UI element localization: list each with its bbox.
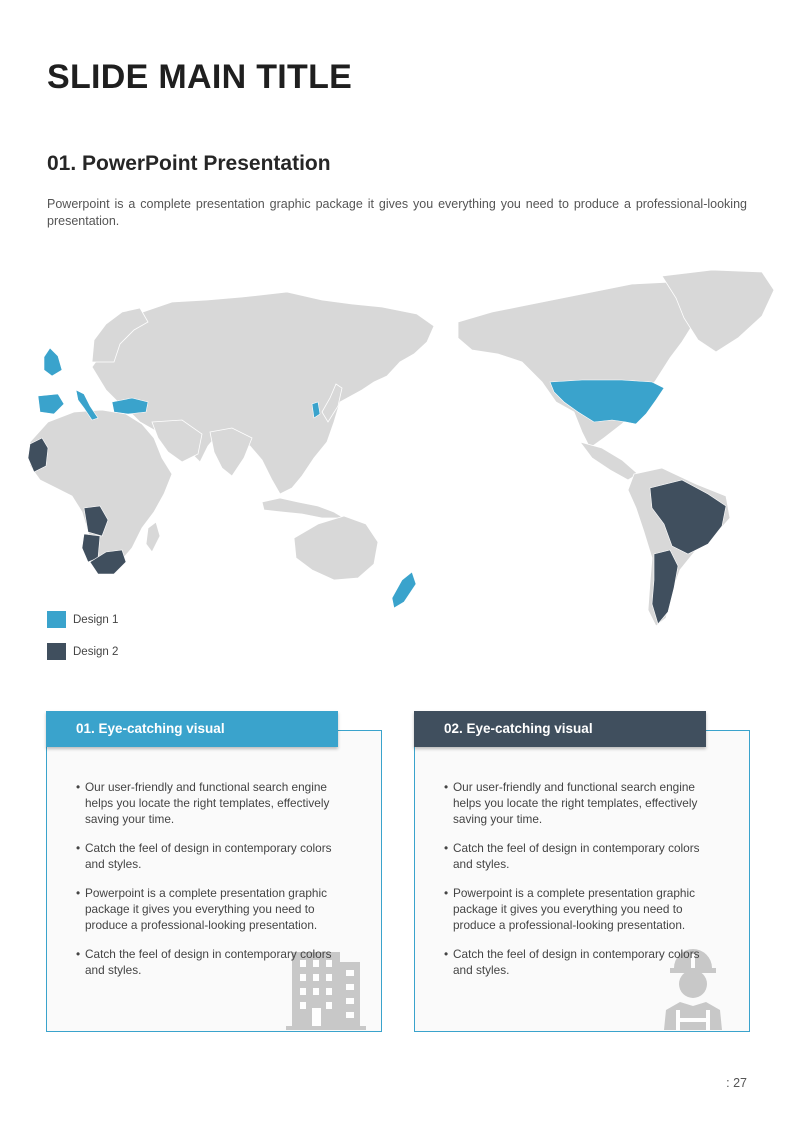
map-usa: [550, 380, 664, 424]
map-uk: [44, 348, 62, 376]
card-1-header: 01. Eye-catching visual: [46, 711, 338, 747]
legend-item-design2: [47, 643, 118, 660]
card-2-header: 02. Eye-catching visual: [414, 711, 706, 747]
map-north-america: [458, 282, 706, 448]
section-intro-text: Powerpoint is a complete presentation graphic package it gives you everything you need to produce a professional-looking presentation.: [47, 197, 747, 228]
map-spain: [38, 394, 64, 414]
legend-swatch-design1: [47, 611, 66, 628]
list-item: • Catch the feel of design in contemporary colors and styles.: [76, 840, 348, 872]
list-item: • Our user-friendly and functional search engine helps you locate the right templates, effectively saving your time.: [76, 779, 348, 827]
section-title: 01. PowerPoint Presentation: [47, 152, 331, 175]
map-new-zealand: [392, 572, 416, 608]
map-madagascar: [146, 522, 160, 552]
list-item: • Catch the feel of design in contemporary colors and styles.: [444, 946, 716, 978]
page-number: : 27: [726, 1076, 747, 1090]
card-1-list: [76, 779, 348, 991]
map-argentina: [652, 550, 678, 624]
map-central-america: [580, 442, 638, 480]
list-item: • Powerpoint is a complete presentation graphic package it gives you everything you need to produce a professional-looking presentation.: [76, 885, 348, 933]
legend-swatch-design2: [47, 643, 66, 660]
map-australia: [294, 516, 378, 580]
list-item: • Powerpoint is a complete presentation graphic package it gives you everything you need to produce a professional-looking presentation.: [444, 885, 716, 933]
page-title: SLIDE MAIN TITLE: [47, 58, 353, 96]
list-item: • Catch the feel of design in contemporary colors and styles.: [444, 840, 716, 872]
legend-label: Design 2: [73, 645, 119, 658]
legend-label: Design 1: [73, 613, 119, 626]
legend-item-design1: [47, 611, 118, 628]
map-indonesia: [262, 498, 344, 518]
world-map: [22, 262, 782, 632]
card-2-list: [444, 779, 716, 991]
map-india: [210, 428, 252, 476]
list-item: • Our user-friendly and functional search engine helps you locate the right templates, effectively saving your time.: [444, 779, 716, 827]
list-item: • Catch the feel of design in contemporary colors and styles.: [76, 946, 348, 978]
